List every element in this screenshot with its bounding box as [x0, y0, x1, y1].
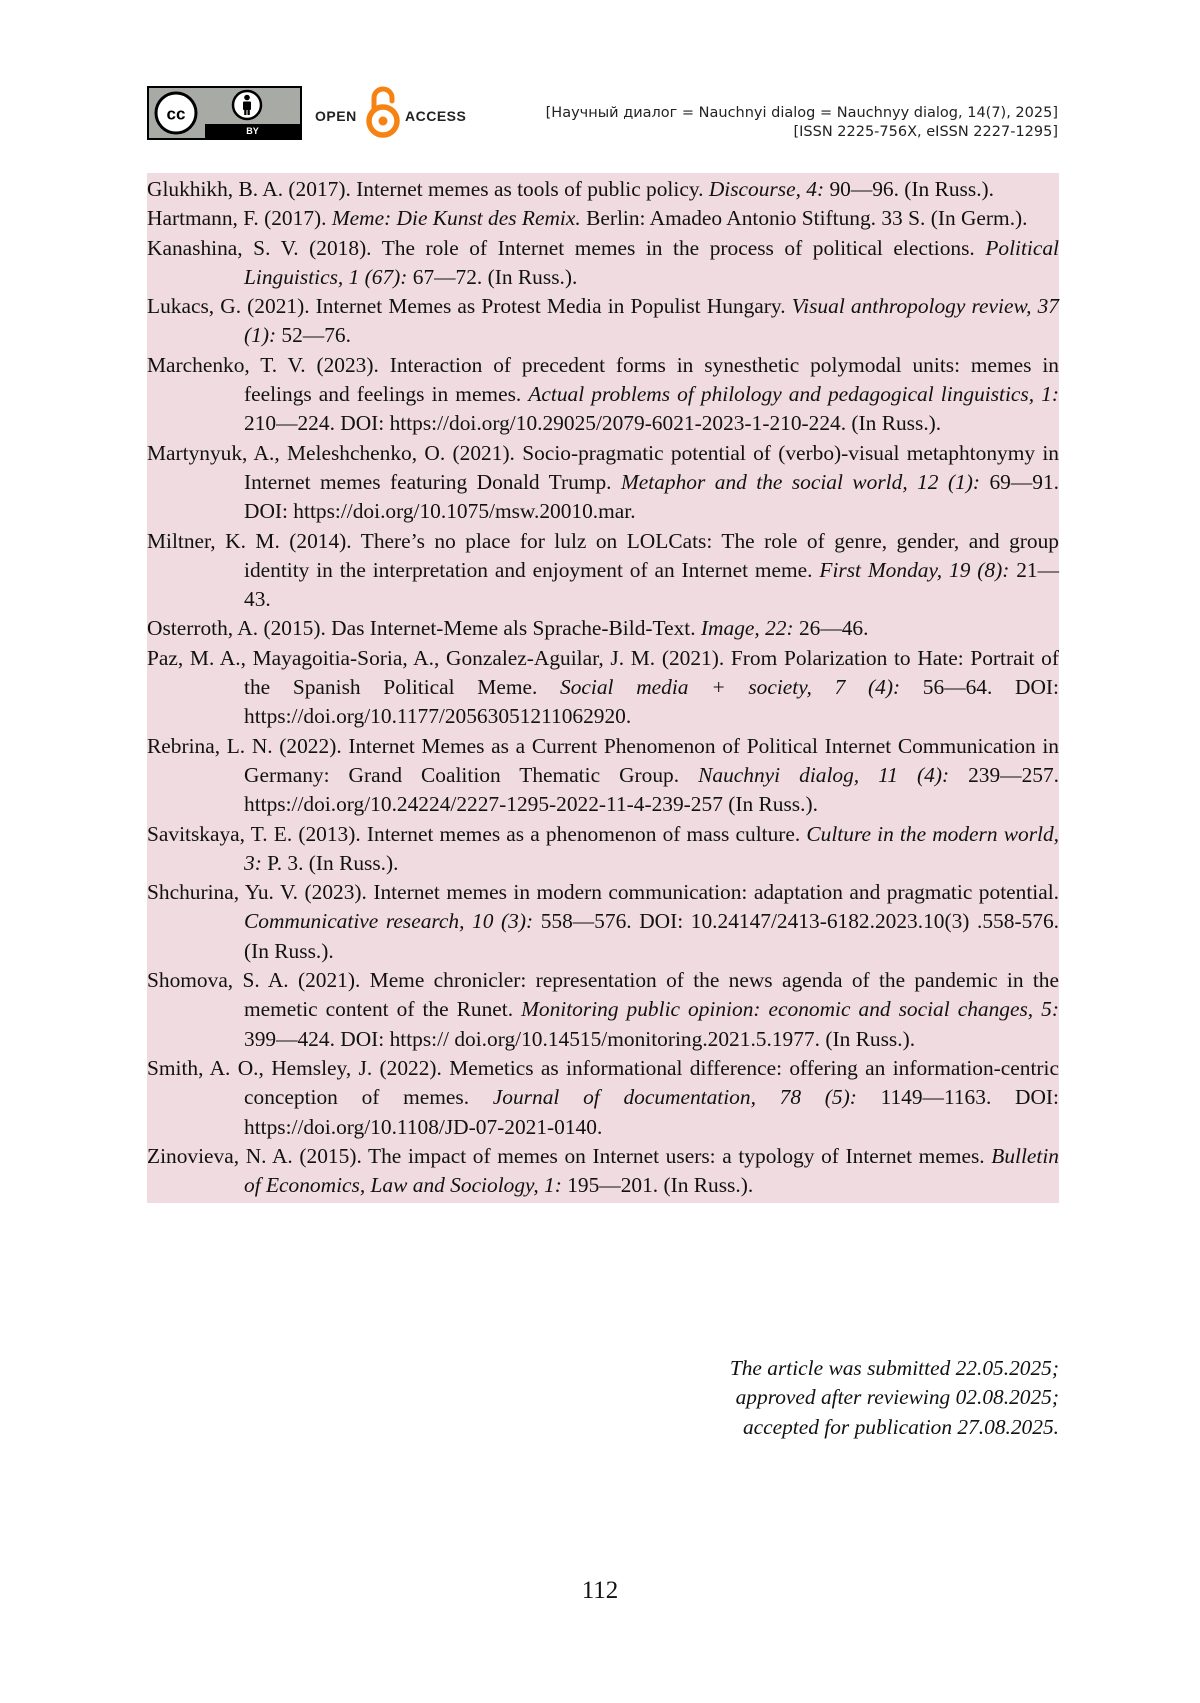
- journal-citation: [546, 104, 1058, 142]
- reference-pages: 1149—1163. DOI: https://doi.org/10.1108/JD-07-2021-0140.: [244, 1085, 1059, 1139]
- reference-entry: [147, 175, 1059, 204]
- accepted-date: accepted for publication 27.08.2025.: [742, 1414, 1059, 1439]
- reference-entry: [147, 966, 1059, 1054]
- reference-source: Discourse, 4:: [708, 177, 825, 201]
- reference-pages: 210—224. DOI: https://doi.org/10.29025/2079-6021-2023-1-210-224. (In Russ.).: [244, 411, 942, 436]
- open-access-word-access: ACCESS: [405, 108, 467, 124]
- reference-source: Nauchnyi dialog, 11 (4):: [698, 762, 950, 787]
- reference-source: First Monday, 19 (8):: [819, 557, 1010, 582]
- reference-source: Communicative research, 10 (3):: [244, 909, 534, 934]
- reference-source: Image, 22:: [700, 616, 794, 641]
- cc-by-license-badge: [147, 86, 302, 140]
- reference-list: [147, 173, 1059, 1203]
- reference-pages: 69—91. DOI: https://doi.org/10.1075/msw.20010.mar.: [244, 469, 1059, 524]
- reference-entry: [147, 878, 1059, 966]
- reference-entry: [147, 292, 1059, 351]
- reference-text: Lukacs, G. (2021). Internet Memes as Protest Media in Populist Hungary.: [147, 294, 792, 319]
- reference-entry: [147, 351, 1059, 439]
- article-dates: [730, 1354, 1059, 1442]
- reference-source: Journal of documentation, 78 (5):: [492, 1085, 857, 1110]
- reference-entry: [147, 732, 1059, 820]
- reference-entry: [147, 439, 1059, 527]
- reference-pages: 558—576. DOI: 10.24147/2413-6182.2023.10(3) .558-576. (In Russ.).: [244, 909, 1059, 963]
- reference-source: Meme: Die Kunst des Remix.: [331, 206, 581, 231]
- reference-source: Actual problems of philology and pedagogical linguistics, 1:: [528, 382, 1059, 407]
- reference-source: Visual anthropology review, 37 (1):: [244, 294, 1060, 348]
- reference-text: Martynyuk, A., Meleshchenko, O. (2021). Socio-pragmatic potential of (verbo)-visual metaphtonymy in Internet memes featuring Donald Trump.: [147, 440, 1059, 494]
- reference-text: Osterroth, A. (2015). Das Internet-Meme als Sprache-Bild-Text.: [147, 616, 701, 641]
- reference-source: Monitoring public opinion: economic and social changes, 5:: [521, 997, 1059, 1022]
- reference-text: Shchurina, Yu. V. (2023). Internet memes in modern communication: adaptation and pragmatic potential.: [147, 880, 1059, 905]
- reference-text: Savitskaya, T. E. (2013). Internet memes as a phenomenon of mass culture.: [147, 821, 807, 846]
- reference-pages: P. 3. (In Russ.).: [261, 850, 399, 875]
- reference-pages: Berlin: Amadeo Antonio Stiftung. 33 S. (In Germ.).: [580, 206, 1028, 231]
- reference-source: Political Linguistics, 1 (67):: [244, 235, 1059, 289]
- reference-entry: [147, 204, 1059, 233]
- reference-entry: [147, 820, 1059, 879]
- page-number: 112: [581, 1577, 619, 1604]
- reference-source: Social media + society, 7 (4):: [560, 675, 901, 700]
- reference-pages: 399—424. DOI: https:// doi.org/10.14515/monitoring.2021.5.1977. (In Russ.).: [244, 1026, 916, 1051]
- reference-pages: 21—43.: [244, 557, 1059, 612]
- reference-text: Miltner, K. M. (2014). There’s no place for lulz on LOLCats: The role of genre, gender, and group identity in the interpretation and enjoyment of an Internet meme.: [147, 528, 1059, 582]
- reference-pages: 67—72. (In Russ.).: [407, 264, 578, 289]
- reference-source: Culture in the modern world, 3:: [244, 821, 1060, 875]
- reference-entry: [147, 234, 1059, 293]
- by-label: BY: [205, 124, 300, 138]
- reference-text: Smith, A. O., Hemsley, J. (2022). Memetics as informational difference: offering an information-centric conception of memes.: [147, 1055, 1059, 1110]
- open-access-lock-icon: [365, 84, 401, 140]
- reference-text: Paz, M. A., Mayagoitia-Soria, A., Gonzalez-Aguilar, J. M. (2021). From Polarization to Hate: Portrait of the Spanish Political Meme.: [147, 645, 1059, 700]
- reference-text: Rebrina, L. N. (2022). Internet Memes as a Current Phenomenon of Political Internet Communication in Germany: Grand Coalition Thematic Group.: [147, 733, 1059, 787]
- reference-text: Zinovieva, N. A. (2015). The impact of memes on Internet users: a typology of Internet memes.: [147, 1143, 992, 1168]
- reference-entry: [147, 1054, 1059, 1142]
- reference-text: Glukhikh, B. A. (2017). Internet memes as tools of public policy.: [147, 177, 709, 201]
- reference-text: Hartmann, F. (2017).: [147, 206, 332, 231]
- submitted-date: The article was submitted 22.05.2025;: [729, 1356, 1059, 1380]
- reference-source: Metaphor and the social world, 12 (1):: [620, 469, 981, 494]
- reference-text: Shomova, S. A. (2021). Meme chronicler: representation of the news agenda of the pandemic in the memetic content of the Runet.: [147, 968, 1059, 1022]
- reference-entry: [147, 644, 1059, 732]
- reference-entry: [147, 527, 1059, 615]
- reference-text: Marchenko, T. V. (2023). Interaction of precedent forms in synesthetic polymodal units: memes in feelings and feelings in memes.: [147, 352, 1059, 407]
- svg-text:cc: cc: [166, 104, 186, 124]
- reference-pages: 56—64. DOI: https://doi.org/10.1177/20563051211062920.: [244, 675, 1060, 729]
- approved-date: approved after reviewing 02.08.2025;: [735, 1385, 1059, 1410]
- reference-entry: [147, 1142, 1059, 1201]
- reference-pages: 195—201. (In Russ.).: [561, 1173, 754, 1198]
- reference-pages: 52—76.: [276, 323, 351, 348]
- reference-entry: [147, 614, 1059, 643]
- reference-pages: 26—46.: [793, 616, 869, 641]
- open-access-word-open: OPEN: [315, 108, 357, 124]
- reference-pages: 90—96. (In Russ.).: [824, 177, 995, 201]
- reference-pages: 239—257. https://doi.org/10.24224/2227-1295-2022-11-4-239-257 (In Russ.).: [244, 762, 1059, 817]
- journal-citation-line: [Научный диалог = Nauchnyi dialog = Nauchnyy dialog, 14(7), 2025]: [545, 105, 1058, 121]
- reference-text: Kanashina, S. V. (2018). The role of Internet memes in the process of political elections.: [147, 235, 986, 260]
- reference-source: Bulletin of Economics, Law and Sociology, 1:: [244, 1143, 1059, 1198]
- journal-issn-line: [ISSN 2225-756X, eISSN 2227-1295]: [793, 124, 1058, 140]
